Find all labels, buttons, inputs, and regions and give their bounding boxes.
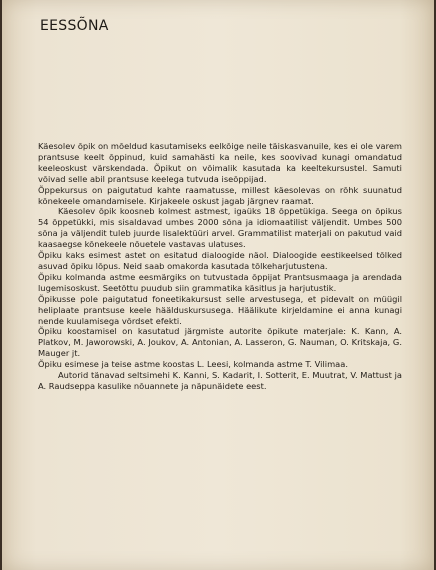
paragraph-intro: Käesolev õpik on mõeldud kasutamiseks eelkõige neile täiskasvanuile, kes ei ole varem prantsuse keelt õppinud, kuid samahästi ka neile, kes soovivad kunagi omandatud keeleoskust värskendada. Õpikut on võimalik kasutada ka keeltekursustel. Samuti võivad selle abil prantsuse keelega tutvuda iseõppijad.: [38, 141, 402, 184]
paragraph-sources: Õpiku koostamisel on kasutatud järgmiste autorite õpikute materjale: K. Kann, A. Platkov, M. Jaworowski, A. Joukov, A. Antonian, A. Lasseron, G. Nauman, O. Kritskaja, G. Mauger jt.: [38, 326, 402, 359]
paragraph-lesson-count: Käesolev õpik koosneb kolmest astmest, igaüks 18 õppetükiga. Seega on õpikus 54 õppetükki, mis sisaldavad umbes 2000 sõna ja idiomaatilist väljendit. Umbes 500 sõna ja väljendit tuleb juurde lisalektüüri arvel. Grammatilist materjali on pakutud vaid kaasaegse kõnekeele nõuetele vastavas ulatuses.: [38, 206, 402, 250]
paragraph-compilers: Õpiku esimese ja teise astme koostas L. Leesi, kolmanda astme T. Vilimaa.: [38, 359, 348, 370]
book-page: [2, 0, 434, 570]
paragraph-dialogues: Õpiku kaks esimest astet on esitatud dialoogide näol. Dialoogide eestikeelsed tõlked asuvad õpiku lõpus. Neid saab omakorda kasutada tõlkeharjutustena.: [38, 250, 402, 271]
preface-text: [38, 141, 402, 392]
paragraph-phonetics: Õpikusse pole paigutatud foneetikakursust selle arvestusega, et pidevalt on müügil heliplaate prantsuse keele häälduskursusega. Häälikute kirjeldamine ei anna kunagi nende kuulamisega võrdset efekti.: [38, 293, 402, 326]
paragraph-course-structure: Õppekursus on paigutatud kahte raamatusse, millest käesolevas on rõhk suunatud kõnekeele omandamisele. Kirjakeele oskust jagab järgnev raamat.: [38, 184, 402, 206]
paragraph-acknowledgements: Autorid tänavad seltsimehi K. Kanni, S. Kadarit, I. Sotterit, E. Muutrat, V. Mattust ja A. Raudseppa kasulike nõuannete ja näpunäidete eest.: [38, 370, 402, 391]
page-title: EESSÕNA: [40, 18, 109, 34]
paragraph-third-level: Õpiku kolmanda astme eesmärgiks on tutvustada õppijat Prantsusmaaga ja arendada lugemisoskust. Seetõttu puudub siin grammatika käsitlus ja harjutustik.: [38, 271, 402, 293]
